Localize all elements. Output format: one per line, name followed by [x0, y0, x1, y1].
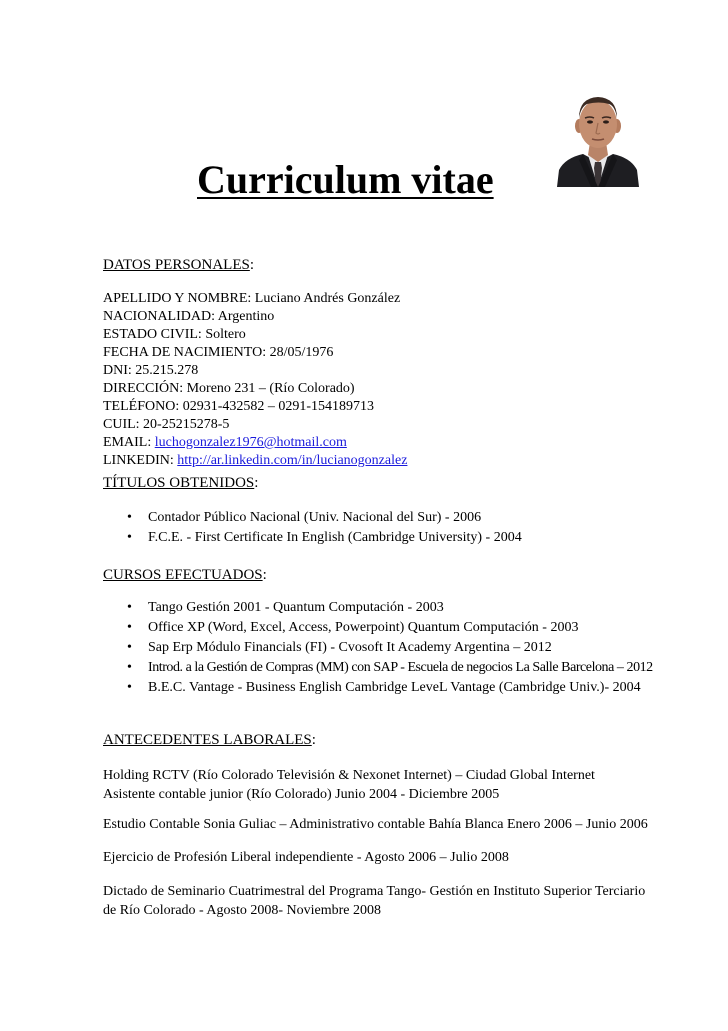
work-heading: ANTECEDENTES LABORALES:: [103, 732, 316, 748]
personal-line: NACIONALIDAD: Argentino: [103, 309, 275, 324]
list-item: • Tango Gestión 2001 - Quantum Computación - 2003: [0, 598, 653, 618]
bullet-icon: •: [127, 510, 132, 525]
email-link[interactable]: luchogonzalez1976@hotmail.com: [154, 435, 347, 450]
courses-list: [0, 598, 653, 698]
personal-info: [103, 290, 407, 470]
bullet-icon: •: [127, 600, 132, 615]
list-item: • F.C.E. - First Certificate In English (Cambridge University) - 2004: [0, 528, 522, 548]
linkedin-line: LINKEDIN: http://ar.linkedin.com/in/lucianogonzalez: [103, 453, 408, 468]
work-entry: Holding RCTV (Río Colorado Televisión & Nexonet Internet) – Ciudad Global Internet Asistente contable junior (Río Colorado) Junio 2004 - Diciembre 2005: [103, 768, 595, 802]
bullet-icon: •: [127, 620, 132, 635]
list-item: • Contador Público Nacional (Univ. Nacional del Sur) - 2006: [0, 508, 522, 528]
bullet-icon: •: [127, 640, 132, 655]
work-entry: Dictado de Seminario Cuatrimestral del Programa Tango- Gestión en Instituto Superior Terciario de Río Colorado - Agosto 2008- Noviembre 2008: [103, 884, 646, 918]
personal-heading: DATOS PERSONALES:: [103, 257, 255, 273]
bullet-icon: •: [127, 680, 132, 695]
list-item: • B.E.C. Vantage - Business English Cambridge LeveL Vantage (Cambridge Univ.)- 2004: [0, 678, 653, 698]
personal-line: APELLIDO Y NOMBRE: Luciano Andrés González: [103, 291, 401, 306]
personal-line: DNI: 25.215.278: [103, 363, 199, 378]
personal-line: CUIL: 20-25215278-5: [103, 417, 230, 432]
list-item: • Office XP (Word, Excel, Access, Powerpoint) Quantum Computación - 2003: [0, 618, 653, 638]
portrait-image: [555, 92, 641, 187]
titles-heading: TÍTULOS OBTENIDOS:: [103, 475, 259, 491]
personal-line: DIRECCIÓN: Moreno 231 – (Río Colorado): [103, 381, 355, 396]
list-item: • Introd. a la Gestión de Compras (MM) con SAP - Escuela de negocios La Salle Barcelona – 2012: [0, 658, 653, 678]
titles-list: [0, 508, 522, 548]
email-line: EMAIL: luchogonzalez1976@hotmail.com: [103, 435, 347, 450]
page-title: Curriculum vitae: [197, 157, 494, 202]
linkedin-link[interactable]: http://ar.linkedin.com/in/lucianogonzalez: [177, 453, 408, 468]
list-item: • Sap Erp Módulo Financials (FI) - Cvosoft It Academy Argentina – 2012: [0, 638, 653, 658]
bullet-icon: •: [127, 660, 132, 675]
personal-line: ESTADO CIVIL: Soltero: [103, 327, 246, 342]
personal-line: TELÉFONO: 02931-432582 – 0291-154189713: [103, 399, 375, 414]
courses-heading: CURSOS EFECTUADOS:: [103, 567, 267, 583]
work-entry: Estudio Contable Sonia Guliac – Administrativo contable Bahía Blanca Enero 2006 – Junio 2006: [103, 817, 648, 832]
personal-line: FECHA DE NACIMIENTO: 28/05/1976: [103, 345, 334, 360]
profile-photo: [555, 92, 641, 187]
bullet-icon: •: [127, 530, 132, 545]
work-entry: Ejercicio de Profesión Liberal independiente - Agosto 2006 – Julio 2008: [103, 850, 509, 865]
